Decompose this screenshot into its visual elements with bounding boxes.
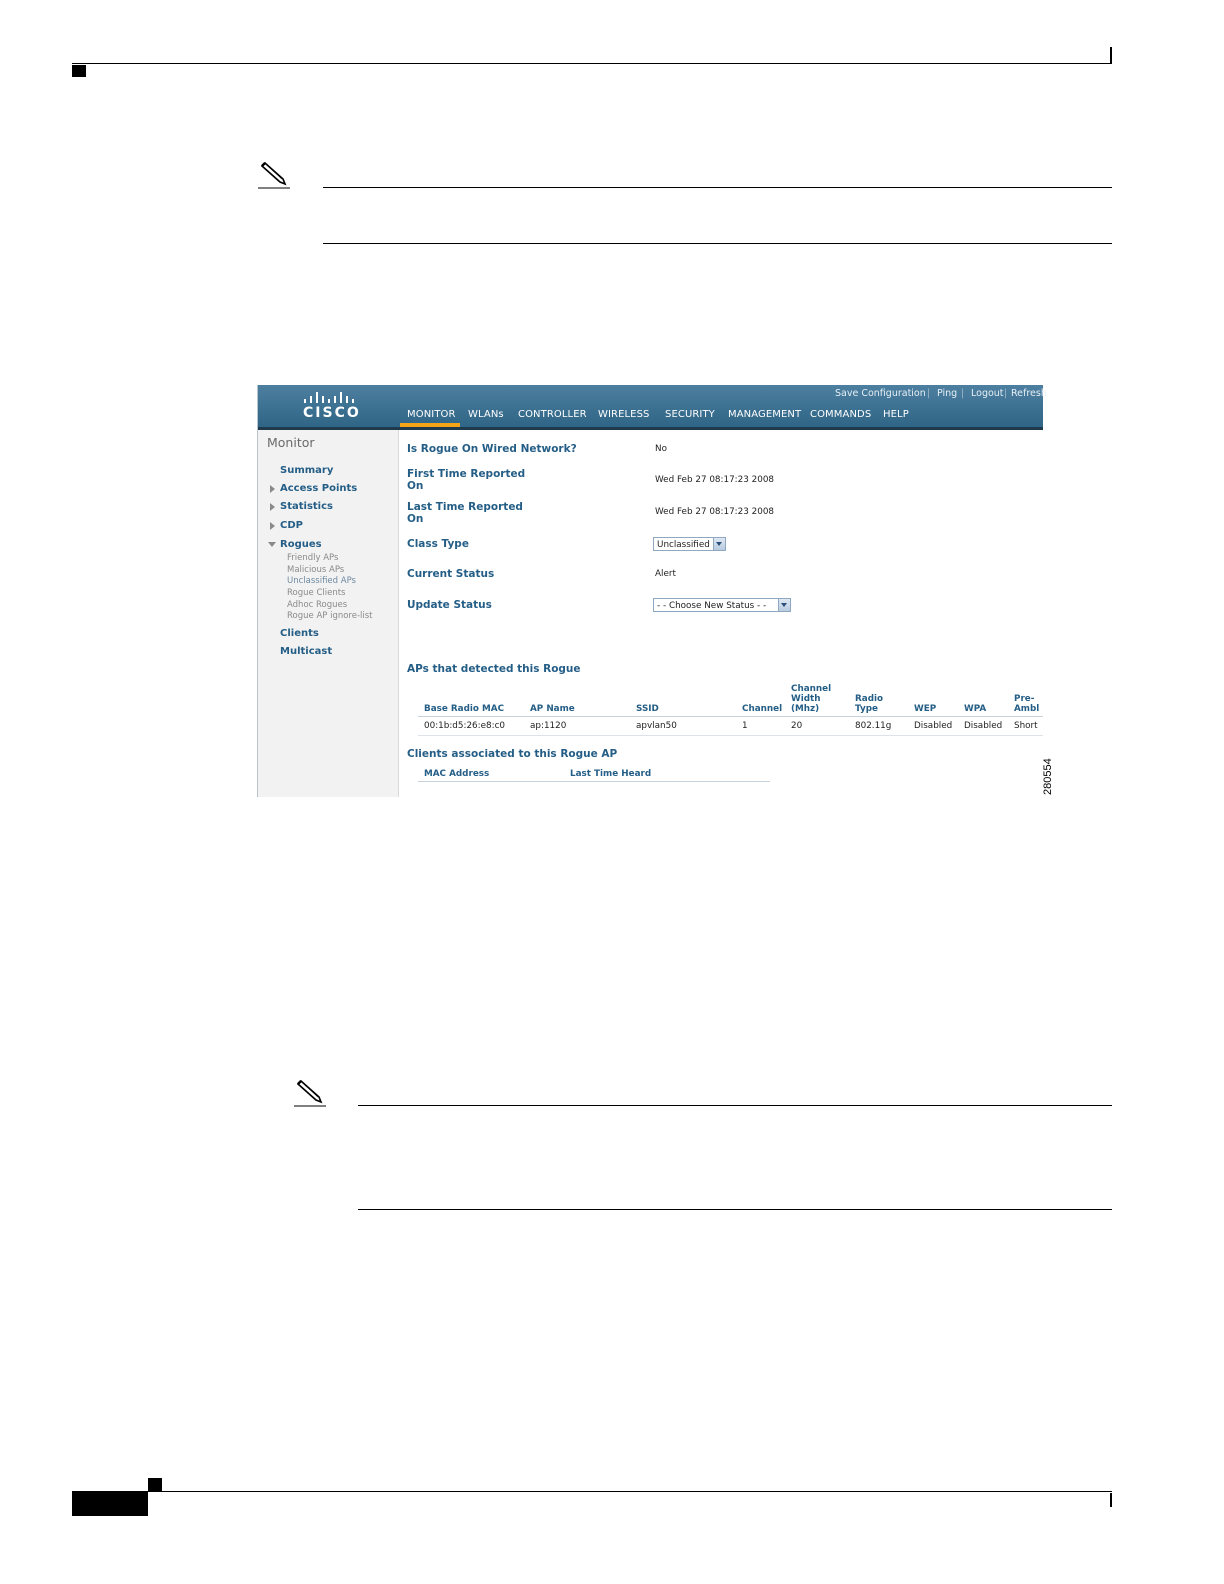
first-reported-label: First Time Reported	[407, 468, 526, 480]
nav-monitor[interactable]: MONITOR	[407, 409, 456, 420]
sidebar-item-multicast[interactable]: Multicast	[280, 646, 333, 657]
th-ap-name: AP Name	[530, 704, 575, 714]
clients-section-title: Clients associated to this Rogue AP	[407, 748, 618, 760]
nav-wireless[interactable]: WIRELESS	[598, 409, 650, 420]
th-preamble: Pre-	[1014, 694, 1035, 704]
clients-header-rule	[418, 781, 770, 782]
sidebar-sub-unclassified-aps[interactable]: Unclassified APs	[287, 576, 356, 586]
footer-rule	[72, 1491, 1112, 1492]
refresh-link[interactable]: Refresh	[1011, 388, 1047, 399]
th-channel: Channel	[742, 704, 783, 714]
expand-arrow-icon[interactable]	[270, 485, 275, 493]
chevron-down-icon[interactable]	[713, 538, 725, 550]
ping-link[interactable]: Ping	[937, 388, 958, 399]
footer-page-block	[72, 1492, 148, 1516]
cell-radio-type: 802.11g	[855, 721, 892, 731]
update-status-select[interactable]	[653, 598, 791, 612]
chevron-down-icon[interactable]	[778, 599, 790, 611]
th-radio-type-2: Type	[855, 704, 878, 714]
nav-controller[interactable]: CONTROLLER	[518, 409, 587, 420]
first-reported-value: Wed Feb 27 08:17:23 2008	[655, 475, 775, 485]
last-reported-label-cont: On	[407, 513, 424, 525]
logout-link[interactable]: Logout	[971, 388, 1004, 399]
sidebar-sub-adhoc-rogues[interactable]: Adhoc Rogues	[287, 600, 348, 610]
figure-number-text: 280554	[1042, 758, 1054, 795]
class-type-select[interactable]	[653, 537, 726, 551]
header-tick	[1110, 47, 1112, 64]
sidebar-item-rogues[interactable]: Rogues	[280, 539, 322, 550]
th-radio-type: Radio	[855, 694, 884, 704]
sidebar	[258, 430, 399, 797]
current-status-label: Current Status	[407, 568, 495, 580]
nav-help[interactable]: HELP	[883, 409, 909, 420]
th-wep: WEP	[914, 704, 937, 714]
cell-mac: 00:1b:d5:26:e8:c0	[424, 721, 506, 731]
nav-active-indicator	[400, 423, 460, 427]
th-wpa: WPA	[964, 704, 987, 714]
th-channel-width-2: Width	[791, 694, 821, 704]
note2-bottom-rule	[358, 1209, 1112, 1210]
wired-network-label: Is Rogue On Wired Network?	[407, 443, 577, 455]
update-status-label: Update Status	[407, 599, 492, 611]
nav-wlans[interactable]: WLANs	[468, 409, 504, 420]
note-pencil-icon	[294, 1078, 328, 1108]
expand-arrow-icon[interactable]	[270, 503, 275, 511]
cell-preamble: Short	[1014, 721, 1038, 731]
cell-ap-name: ap:1120	[530, 721, 567, 731]
sidebar-sub-rogue-ap-ignore-list[interactable]: Rogue AP ignore-list	[287, 611, 373, 621]
sidebar-item-access-points[interactable]: Access Points	[280, 483, 358, 494]
sidebar-sub-rogue-clients[interactable]: Rogue Clients	[287, 588, 346, 598]
note-pencil-icon	[258, 160, 292, 190]
first-reported-label-cont: On	[407, 480, 424, 492]
th-channel-width: Channel	[791, 684, 832, 694]
wired-network-value: No	[655, 444, 667, 454]
cisco-logo-icon	[303, 391, 359, 405]
header-marker	[72, 65, 86, 77]
save-configuration-link[interactable]: Save Configuration	[835, 388, 926, 399]
th-last-time-heard: Last Time Heard	[570, 769, 652, 779]
current-status-value: Alert	[655, 569, 676, 579]
th-ssid: SSID	[636, 704, 659, 714]
nav-commands[interactable]: COMMANDS	[810, 409, 872, 420]
table-row[interactable]	[418, 717, 1043, 735]
aps-section-title: APs that detected this Rogue	[407, 663, 581, 675]
sidebar-item-summary[interactable]: Summary	[280, 465, 334, 476]
cell-channel: 1	[742, 721, 748, 731]
update-status-selected: - - Choose New Status - -	[657, 601, 767, 611]
note-top-rule	[323, 187, 1112, 188]
table-row-rule	[418, 735, 1043, 736]
collapse-arrow-icon[interactable]	[268, 542, 276, 547]
sidebar-item-statistics[interactable]: Statistics	[280, 501, 333, 512]
rogue-ap-detail-screenshot	[257, 385, 1047, 797]
cisco-logo-text: CISCO	[303, 405, 361, 421]
sidebar-item-clients[interactable]: Clients	[280, 628, 319, 639]
header-rule	[72, 63, 1112, 64]
footer-marker	[148, 1478, 162, 1492]
util-separator: |	[961, 388, 965, 399]
util-separator: |	[927, 388, 931, 399]
note2-top-rule	[358, 1105, 1112, 1106]
th-channel-width-3: (Mhz)	[791, 704, 820, 714]
footer-tick	[1110, 1493, 1112, 1507]
th-preamble-2: Ambl	[1014, 704, 1040, 714]
nav-security[interactable]: SECURITY	[665, 409, 715, 420]
class-type-label: Class Type	[407, 538, 469, 550]
util-separator: |	[1004, 388, 1008, 399]
figure-number	[1039, 755, 1055, 795]
sidebar-sub-malicious-aps[interactable]: Malicious APs	[287, 565, 345, 575]
nav-management[interactable]: MANAGEMENT	[728, 409, 802, 420]
cell-channel-width: 20	[791, 721, 803, 731]
sidebar-title: Monitor	[267, 435, 315, 450]
cell-ssid: apvlan50	[636, 721, 677, 731]
cell-wpa: Disabled	[964, 721, 1003, 731]
th-base-radio-mac: Base Radio MAC	[424, 704, 505, 714]
note-bottom-rule	[323, 243, 1112, 244]
last-reported-value: Wed Feb 27 08:17:23 2008	[655, 507, 775, 517]
sidebar-item-cdp[interactable]: CDP	[280, 520, 303, 531]
sidebar-sub-friendly-aps[interactable]: Friendly APs	[287, 553, 339, 563]
expand-arrow-icon[interactable]	[270, 522, 275, 530]
cell-wep: Disabled	[914, 721, 953, 731]
th-mac-address: MAC Address	[424, 769, 490, 779]
class-type-selected: Unclassified	[657, 540, 710, 550]
last-reported-label: Last Time Reported	[407, 501, 523, 513]
